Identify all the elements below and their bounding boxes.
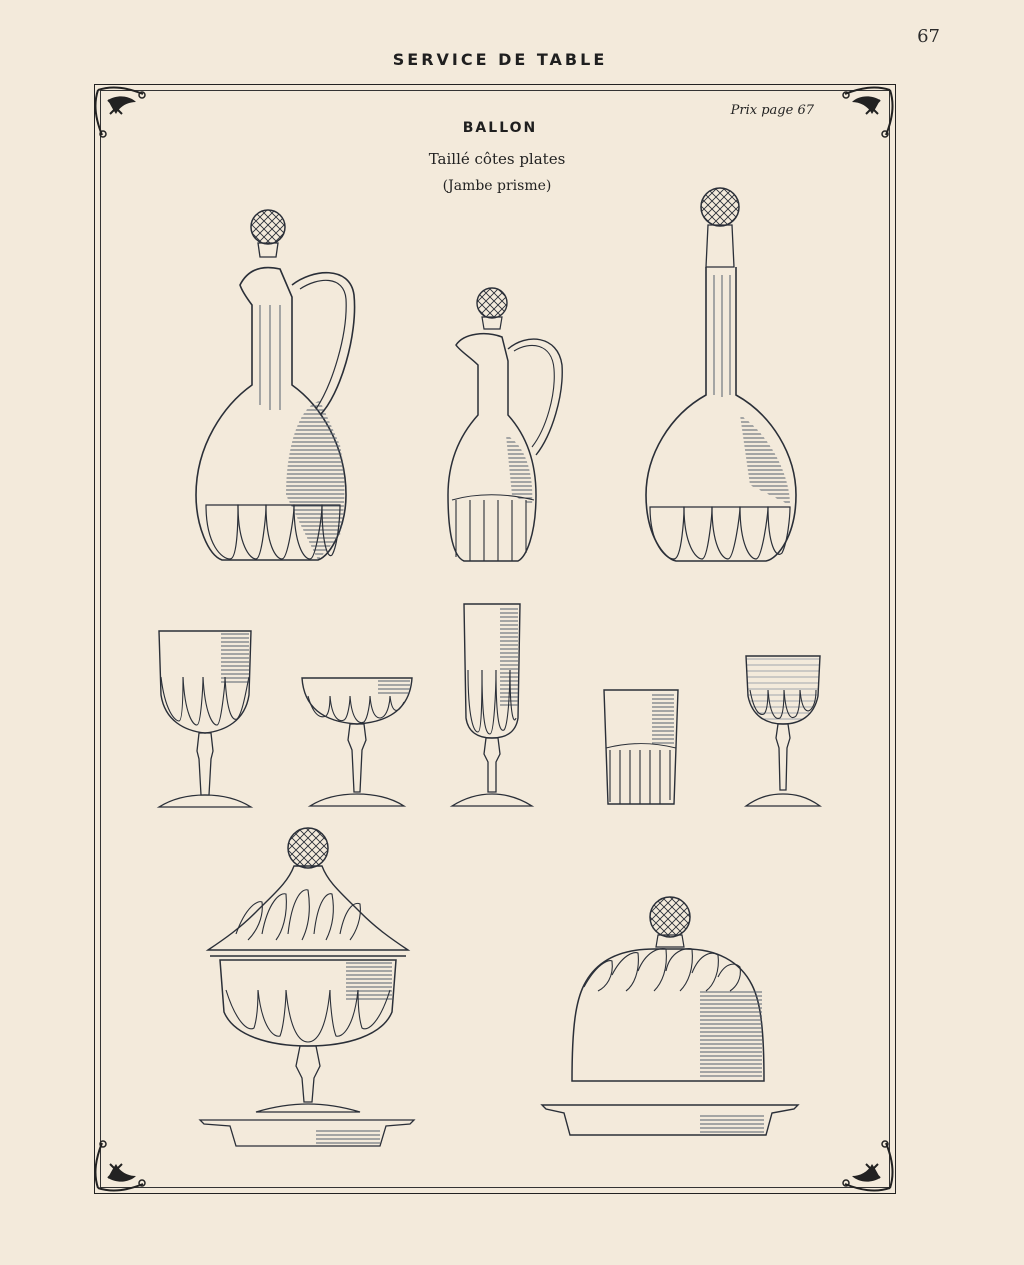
carafe-with-handle-illustration [200,205,370,565]
page-number: 67 [917,26,940,47]
champagne-coupe-illustration [300,672,415,812]
cheese-dome-with-plate-illustration [540,895,800,1140]
small-cruet-with-handle-illustration [446,285,571,565]
wine-glass-illustration [742,652,824,812]
champagne-flute-illustration [450,600,540,812]
stem-description: (Jambe prisme) [442,178,552,194]
tumbler-illustration [600,686,682,810]
price-reference: Prix page 67 [730,103,814,118]
corner-ornament-bottom-right [840,1138,900,1198]
model-name: BALLON [462,120,538,136]
covered-compote-with-plate-illustration [196,822,418,1152]
cut-description: Taillé côtes plates [428,150,566,168]
water-glass-illustration [155,625,255,815]
section-title: SERVICE DE TABLE [392,50,608,69]
decanter-illustration [640,185,805,565]
corner-ornament-bottom-left [88,1138,148,1198]
